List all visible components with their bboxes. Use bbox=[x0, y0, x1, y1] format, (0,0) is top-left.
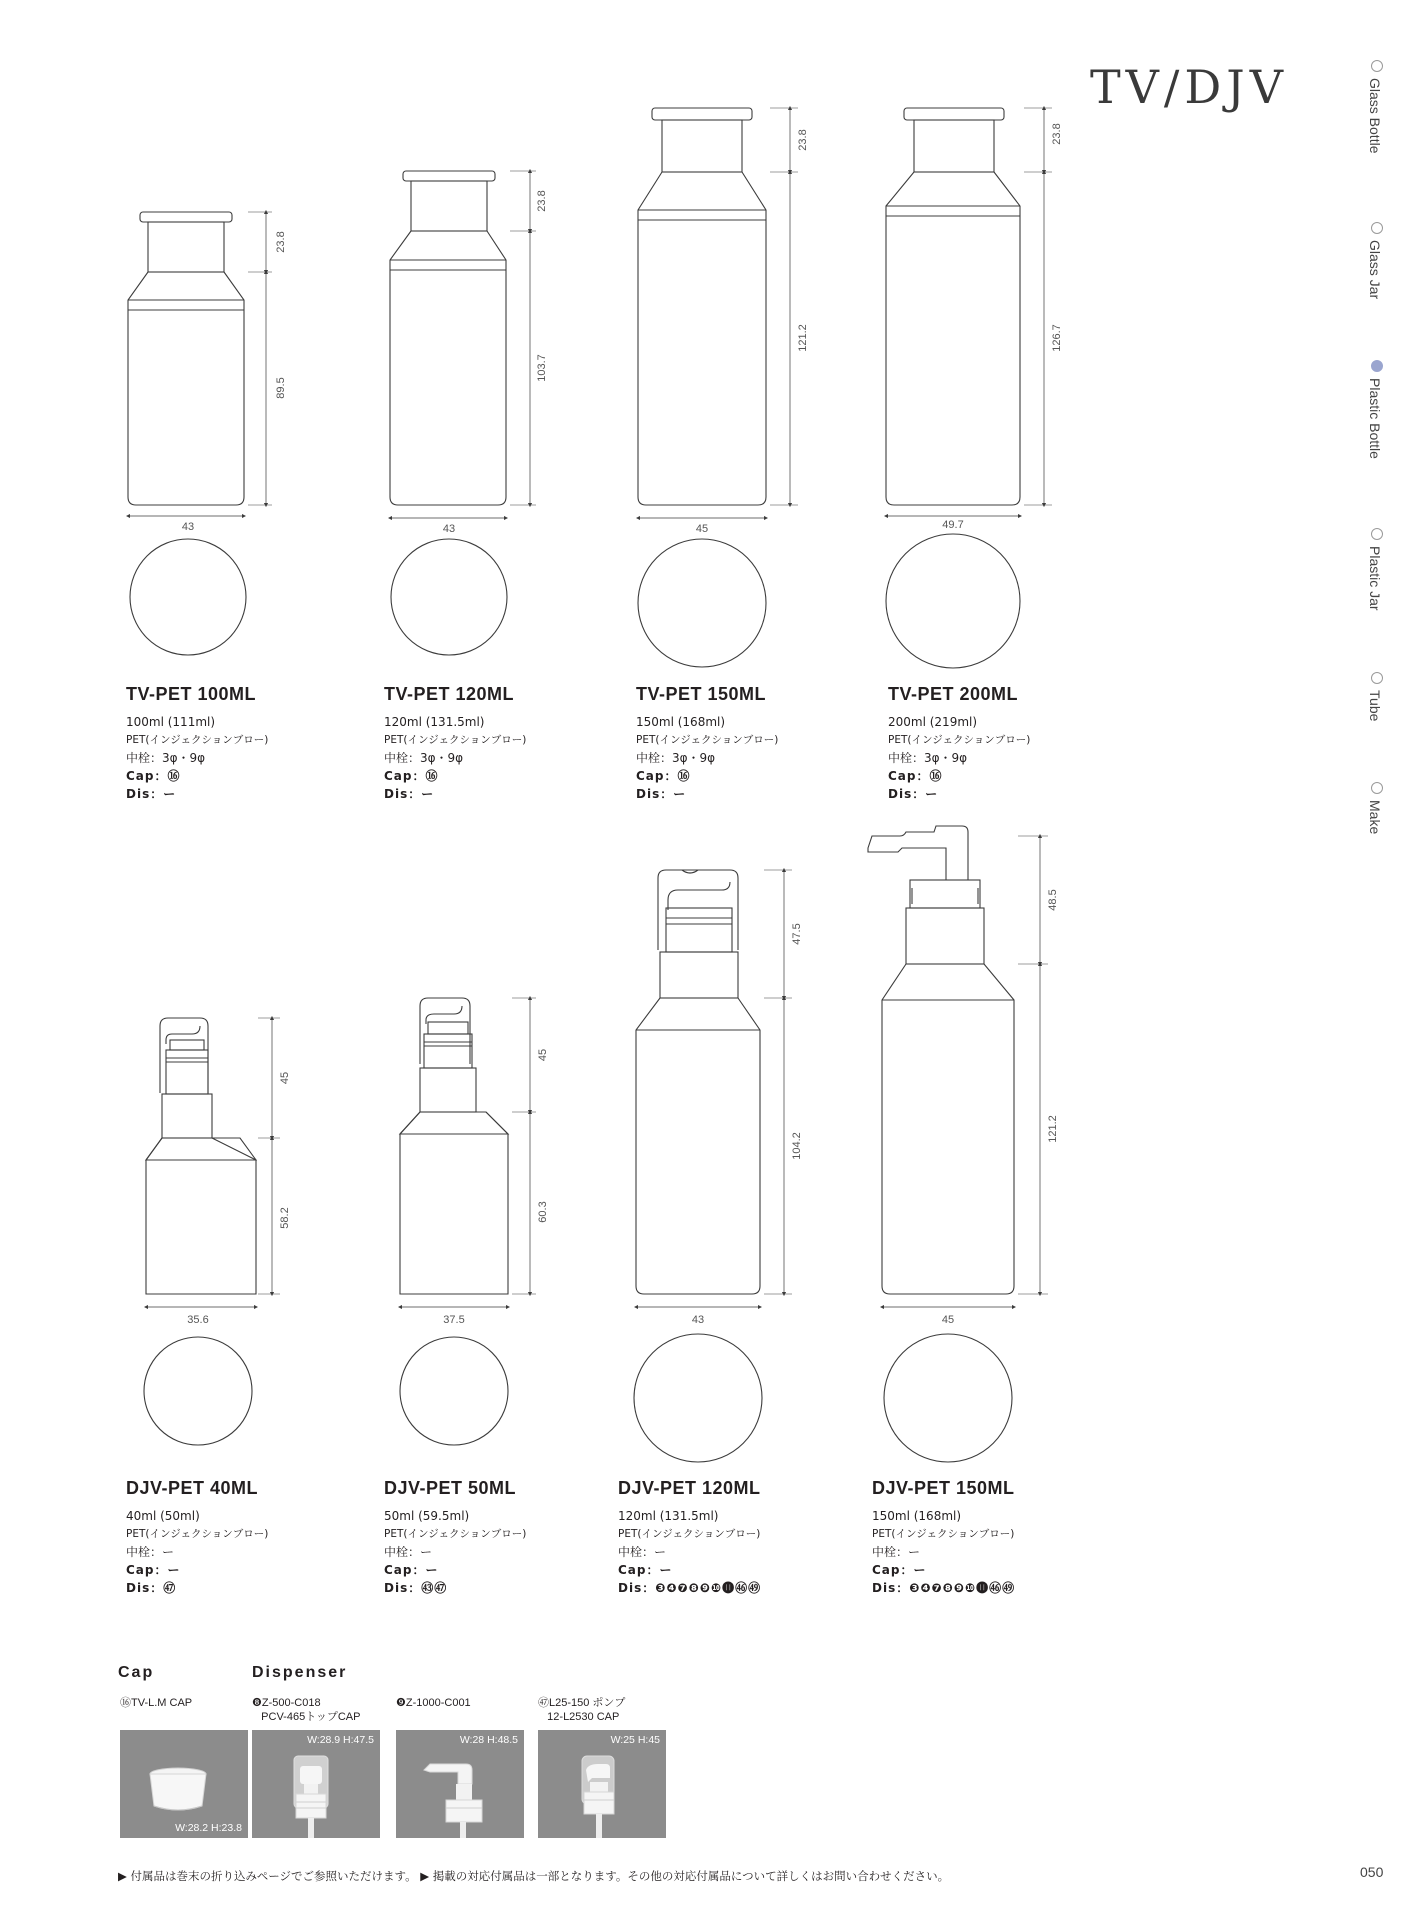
dim-lines-tv-pet-200ml bbox=[886, 108, 1052, 516]
dim-label: 23.8 bbox=[536, 190, 548, 212]
bottle-top-view-tv-pet-120ml bbox=[391, 539, 507, 655]
bottle-tv-pet-100ml bbox=[128, 212, 244, 505]
dim-label: 58.2 bbox=[279, 1207, 291, 1229]
page-number: 050 bbox=[1360, 1864, 1384, 1880]
accessory-dims: W:28 H:48.5 bbox=[459, 1734, 518, 1746]
product-capacity: 150ml (168ml) bbox=[636, 715, 726, 729]
bottle-top-view-djv-pet-150ml bbox=[884, 1334, 1012, 1462]
product-material: PET(インジェクションブロー) bbox=[618, 1528, 761, 1540]
dim-label: 35.6 bbox=[187, 1314, 209, 1326]
product-dis: Dis：❸❹❼❽❾❿⓫㊻㊾ bbox=[618, 1581, 762, 1595]
bottle-djv-pet-40ml bbox=[146, 1018, 256, 1294]
dim-label: 23.8 bbox=[797, 129, 809, 151]
product-dis: Dis：ー bbox=[888, 787, 939, 801]
dim-label: 43 bbox=[181, 521, 195, 533]
product-name: DJV-PET 150ML bbox=[872, 1478, 1015, 1498]
dispenser-section-title: Dispenser bbox=[252, 1664, 348, 1681]
bottle-top-view-tv-pet-100ml bbox=[130, 539, 246, 655]
bottle-top-view-tv-pet-150ml bbox=[638, 539, 766, 667]
product-plug: 中栓：3φ・9φ bbox=[126, 751, 206, 765]
cap-section-title: Cap bbox=[118, 1664, 155, 1681]
side-nav-label: Plastic Bottle bbox=[1367, 378, 1383, 459]
product-material: PET(インジェクションブロー) bbox=[384, 1528, 527, 1540]
side-nav-label: Plastic Jar bbox=[1367, 546, 1383, 611]
dim-lines-djv-pet-120ml bbox=[636, 870, 792, 1307]
dim-label: 23.8 bbox=[275, 231, 287, 253]
product-name: TV-PET 120ML bbox=[384, 684, 515, 704]
side-nav-label: Make bbox=[1367, 800, 1383, 835]
spec-block bbox=[618, 1478, 858, 1597]
product-name: TV-PET 200ML bbox=[888, 684, 1019, 704]
dim-label: 43 bbox=[442, 523, 456, 535]
dim-label: 45 bbox=[695, 523, 709, 535]
product-capacity: 50ml (59.5ml) bbox=[384, 1509, 470, 1523]
spec-block bbox=[126, 684, 366, 803]
spec-block bbox=[888, 684, 1128, 803]
product-dis: Dis：❸❹❼❽❾❿⓫㊻㊾ bbox=[872, 1581, 1016, 1595]
product-capacity: 40ml (50ml) bbox=[126, 1509, 200, 1523]
bottle-top-view-djv-pet-120ml bbox=[634, 1334, 762, 1462]
pump-image bbox=[252, 1730, 380, 1838]
product-cap: Cap：⑯ bbox=[384, 769, 439, 783]
bottle-djv-pet-120ml bbox=[636, 870, 760, 1294]
product-material: PET(インジェクションブロー) bbox=[872, 1528, 1015, 1540]
product-capacity: 200ml (219ml) bbox=[888, 715, 978, 729]
spec-block bbox=[126, 1478, 366, 1597]
accessory-photo-dispenser-1[interactable] bbox=[252, 1730, 380, 1838]
dim-label: 45 bbox=[537, 1048, 549, 1062]
dim-label: 43 bbox=[691, 1314, 705, 1326]
product-dis: Dis：㊼ bbox=[126, 1581, 177, 1595]
dim-label: 47.5 bbox=[791, 923, 803, 945]
product-cap: Cap：⑯ bbox=[888, 769, 943, 783]
product-name: TV-PET 150ML bbox=[636, 684, 767, 704]
product-cap: Cap：ー bbox=[872, 1563, 927, 1577]
side-nav-label: Tube bbox=[1367, 690, 1383, 722]
product-cap: Cap：⑯ bbox=[636, 769, 691, 783]
bottle-tv-pet-150ml bbox=[638, 108, 766, 505]
product-dis: Dis：㊸㊼ bbox=[384, 1581, 448, 1595]
spec-block bbox=[384, 684, 624, 803]
product-capacity: 150ml (168ml) bbox=[872, 1509, 962, 1523]
accessory-label: ⑯TV-L.M CAP bbox=[120, 1697, 193, 1709]
pump-image bbox=[538, 1730, 666, 1838]
accessory-label: ❽Z-500-C018 PCV-465トップCAP bbox=[252, 1697, 361, 1723]
product-plug: 中栓：ー bbox=[618, 1545, 667, 1559]
accessory-label: ㊼L25-150 ポンプ 12-L2530 CAP bbox=[538, 1697, 626, 1723]
side-nav-label: Glass Jar bbox=[1367, 240, 1383, 300]
dim-label: 48.5 bbox=[1047, 889, 1059, 911]
product-capacity: 100ml (111ml) bbox=[126, 715, 216, 729]
product-material: PET(インジェクションブロー) bbox=[126, 734, 269, 746]
accessory-photo-cap[interactable] bbox=[120, 1730, 248, 1838]
product-plug: 中栓：ー bbox=[126, 1545, 175, 1559]
product-cap: Cap：⑯ bbox=[126, 769, 181, 783]
dim-label: 104.2 bbox=[791, 1132, 803, 1160]
bottle-tv-pet-120ml bbox=[390, 171, 506, 505]
dim-label: 121.2 bbox=[797, 324, 809, 352]
product-plug: 中栓：ー bbox=[872, 1545, 921, 1559]
spec-block bbox=[872, 1478, 1112, 1597]
dim-lines-tv-pet-100ml bbox=[128, 212, 272, 516]
dim-label: 45 bbox=[941, 1314, 955, 1326]
dim-label: 103.7 bbox=[536, 354, 548, 382]
side-nav-label: Glass Bottle bbox=[1367, 78, 1383, 154]
product-name: TV-PET 100ML bbox=[126, 684, 257, 704]
dim-label: 121.2 bbox=[1047, 1115, 1059, 1143]
product-material: PET(インジェクションブロー) bbox=[384, 734, 527, 746]
dim-label: 89.5 bbox=[275, 377, 287, 399]
product-material: PET(インジェクションブロー) bbox=[888, 734, 1031, 746]
accessory-label: ❾Z-1000-C001 bbox=[396, 1697, 471, 1709]
bottle-top-view-djv-pet-50ml bbox=[400, 1337, 508, 1445]
product-cap: Cap：ー bbox=[618, 1563, 673, 1577]
product-plug: 中栓：ー bbox=[384, 1545, 433, 1559]
product-name: DJV-PET 40ML bbox=[126, 1478, 259, 1498]
accessory-dims: W:28.9 H:47.5 bbox=[307, 1734, 374, 1746]
accessory-dims: W:25 H:45 bbox=[610, 1734, 660, 1746]
pump-image bbox=[396, 1730, 524, 1838]
product-name: DJV-PET 120ML bbox=[618, 1478, 761, 1498]
dim-label: 37.5 bbox=[443, 1314, 465, 1326]
bottle-djv-pet-150ml bbox=[868, 826, 1014, 1294]
product-dis: Dis：ー bbox=[384, 787, 435, 801]
product-cap: Cap：ー bbox=[384, 1563, 439, 1577]
product-cap: Cap：ー bbox=[126, 1563, 181, 1577]
bottle-tv-pet-200ml bbox=[886, 108, 1020, 505]
accessory-photo-dispenser-2[interactable] bbox=[396, 1730, 524, 1838]
dim-label: 23.8 bbox=[1051, 123, 1063, 145]
page-title: TV/DJV bbox=[1090, 60, 1288, 114]
product-capacity: 120ml (131.5ml) bbox=[384, 715, 485, 729]
dim-label: 126.7 bbox=[1051, 324, 1063, 352]
product-dis: Dis：ー bbox=[636, 787, 687, 801]
product-plug: 中栓：3φ・9φ bbox=[636, 751, 716, 765]
product-capacity: 120ml (131.5ml) bbox=[618, 1509, 719, 1523]
dim-lines-djv-pet-150ml bbox=[882, 836, 1048, 1307]
product-dis: Dis：ー bbox=[126, 787, 177, 801]
dim-lines-tv-pet-120ml bbox=[390, 171, 536, 518]
bottle-top-view-djv-pet-40ml bbox=[144, 1337, 252, 1445]
bottle-djv-pet-50ml bbox=[400, 998, 508, 1294]
bottle-top-view-tv-pet-200ml bbox=[886, 534, 1020, 668]
product-name: DJV-PET 50ML bbox=[384, 1478, 517, 1498]
dim-label: 49.7 bbox=[942, 519, 964, 531]
spec-block bbox=[384, 1478, 624, 1597]
footer-note: ▶ 付属品は巻末の折り込みページでご参照いただけます。 ▶ 掲載の対応付属品は一部となります。その他の対応付属品について詳しくはお問い合わせください。 bbox=[118, 1869, 950, 1883]
dim-label: 60.3 bbox=[537, 1201, 549, 1223]
product-plug: 中栓：3φ・9φ bbox=[384, 751, 464, 765]
product-material: PET(インジェクションブロー) bbox=[126, 1528, 269, 1540]
dim-label: 45 bbox=[279, 1071, 291, 1085]
accessory-dims: W:28.2 H:23.8 bbox=[175, 1822, 242, 1834]
accessory-photo-dispenser-3[interactable] bbox=[538, 1730, 666, 1838]
product-plug: 中栓：3φ・9φ bbox=[888, 751, 968, 765]
spec-block bbox=[636, 684, 876, 803]
product-material: PET(インジェクションブロー) bbox=[636, 734, 779, 746]
